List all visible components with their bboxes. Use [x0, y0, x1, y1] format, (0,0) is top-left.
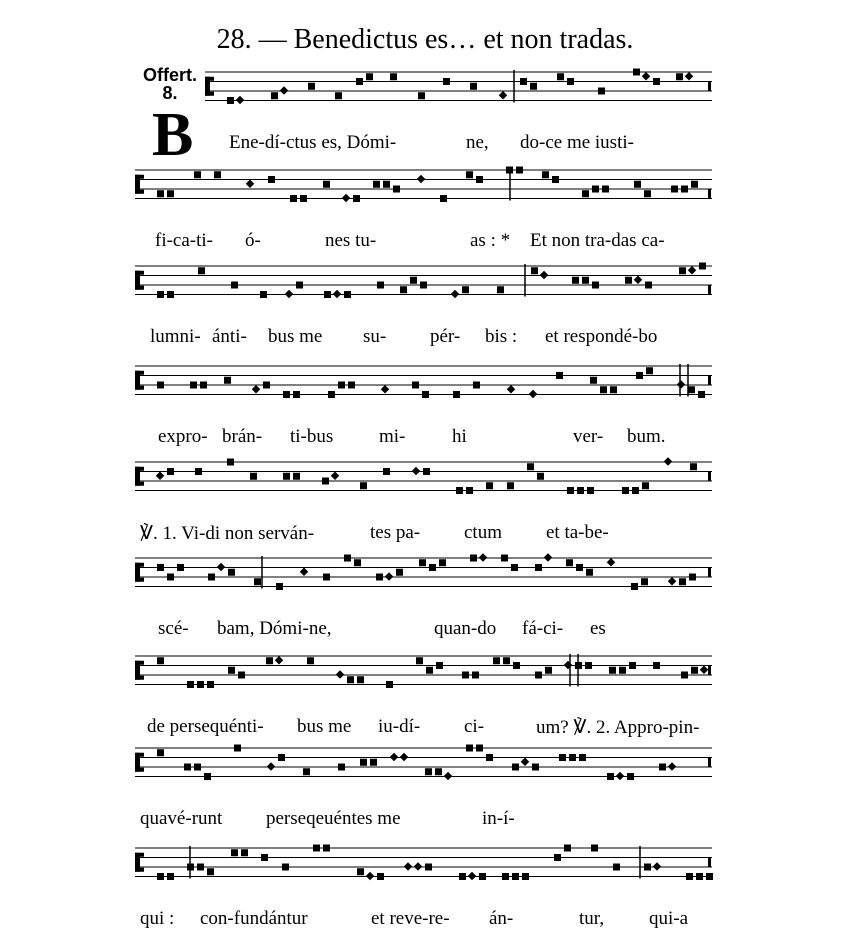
- staff-line-5: [0, 454, 850, 514]
- lyric-syllable: ℣. 1. Vi-di non serván-: [140, 523, 315, 544]
- lyric-syllable: es: [590, 618, 606, 639]
- lyric-syllable: iu-dí-: [378, 716, 421, 737]
- lyric-syllable: quan-do: [434, 618, 497, 639]
- lyric-syllable: hi: [452, 426, 467, 447]
- lyric-syllable: ne,: [466, 132, 489, 153]
- lyric-syllable: scé-: [158, 618, 189, 639]
- page-title: 28. — Benedictus es… et non tradas.: [216, 24, 634, 55]
- lyric-syllable: et respondé-bo: [545, 326, 658, 347]
- lyric-syllable: um? ℣. 2. Appro-pin-: [536, 717, 700, 738]
- lyric-syllable: perseqeuéntes me: [266, 808, 401, 829]
- lyric-syllable: expro-: [158, 426, 208, 447]
- lyric-syllable: tur,: [579, 908, 605, 929]
- staff-line-8: [0, 740, 850, 800]
- lyric-syllable: con-fundántur: [200, 908, 308, 929]
- staff-line-1: [0, 64, 850, 124]
- lyric-syllable: lumni-: [150, 326, 201, 347]
- initial-letter: B: [152, 101, 194, 169]
- staff-line-6: [0, 550, 850, 610]
- staff-line-9: [0, 840, 850, 900]
- lyric-syllable: qui-a: [649, 908, 689, 929]
- lyric-syllable: bus me: [297, 716, 352, 737]
- staff-line-2: [0, 162, 850, 222]
- lyric-syllable: brán-: [222, 426, 263, 447]
- lyric-syllable: de persequénti-: [147, 716, 264, 737]
- lyric-syllable: bam, Dómi-ne,: [217, 618, 332, 639]
- lyric-syllable: bum.: [627, 426, 666, 447]
- staff-line-3: [0, 258, 850, 318]
- lyric-syllable: et reve-re-: [371, 908, 450, 929]
- lyric-syllable: ver-: [573, 426, 604, 447]
- mode-label: Offert.: [143, 65, 197, 85]
- lyric-syllable: qui :: [140, 908, 175, 929]
- lyric-syllable: ci-: [464, 716, 485, 737]
- lyric-syllable: Ene-dí-ctus es, Dómi-: [229, 132, 397, 153]
- lyric-syllable: tes pa-: [370, 522, 421, 543]
- lyric-syllable: ánti-: [212, 326, 247, 347]
- lyric-syllable: mi-: [379, 426, 406, 447]
- lyric-syllable: bis :: [485, 326, 518, 347]
- lyric-syllable: án-: [489, 908, 514, 929]
- lyric-syllable: et ta-be-: [546, 522, 609, 543]
- staff-line-7: [0, 648, 850, 708]
- lyric-syllable: Et non tra-das ca-: [530, 230, 665, 251]
- lyric-syllable: quavé-runt: [140, 808, 223, 829]
- staff-line-4: [0, 358, 850, 418]
- lyric-syllable: as : *: [470, 230, 511, 251]
- lyric-syllable: bus me: [268, 326, 323, 347]
- lyric-syllable: in-í-: [482, 808, 515, 829]
- mode-number: 8.: [162, 83, 178, 103]
- lyric-syllable: nes tu-: [325, 230, 377, 251]
- lyric-syllable: pér-: [430, 326, 461, 347]
- lyric-syllable: fi-ca-ti-: [155, 230, 214, 251]
- lyric-syllable: ctum: [464, 522, 502, 543]
- lyric-syllable: fá-ci-: [522, 618, 564, 639]
- lyric-syllable: ó-: [245, 230, 261, 251]
- lyric-syllable: ti-bus: [290, 426, 334, 447]
- lyric-syllable: do-ce me iusti-: [520, 132, 634, 153]
- lyric-syllable: su-: [363, 326, 387, 347]
